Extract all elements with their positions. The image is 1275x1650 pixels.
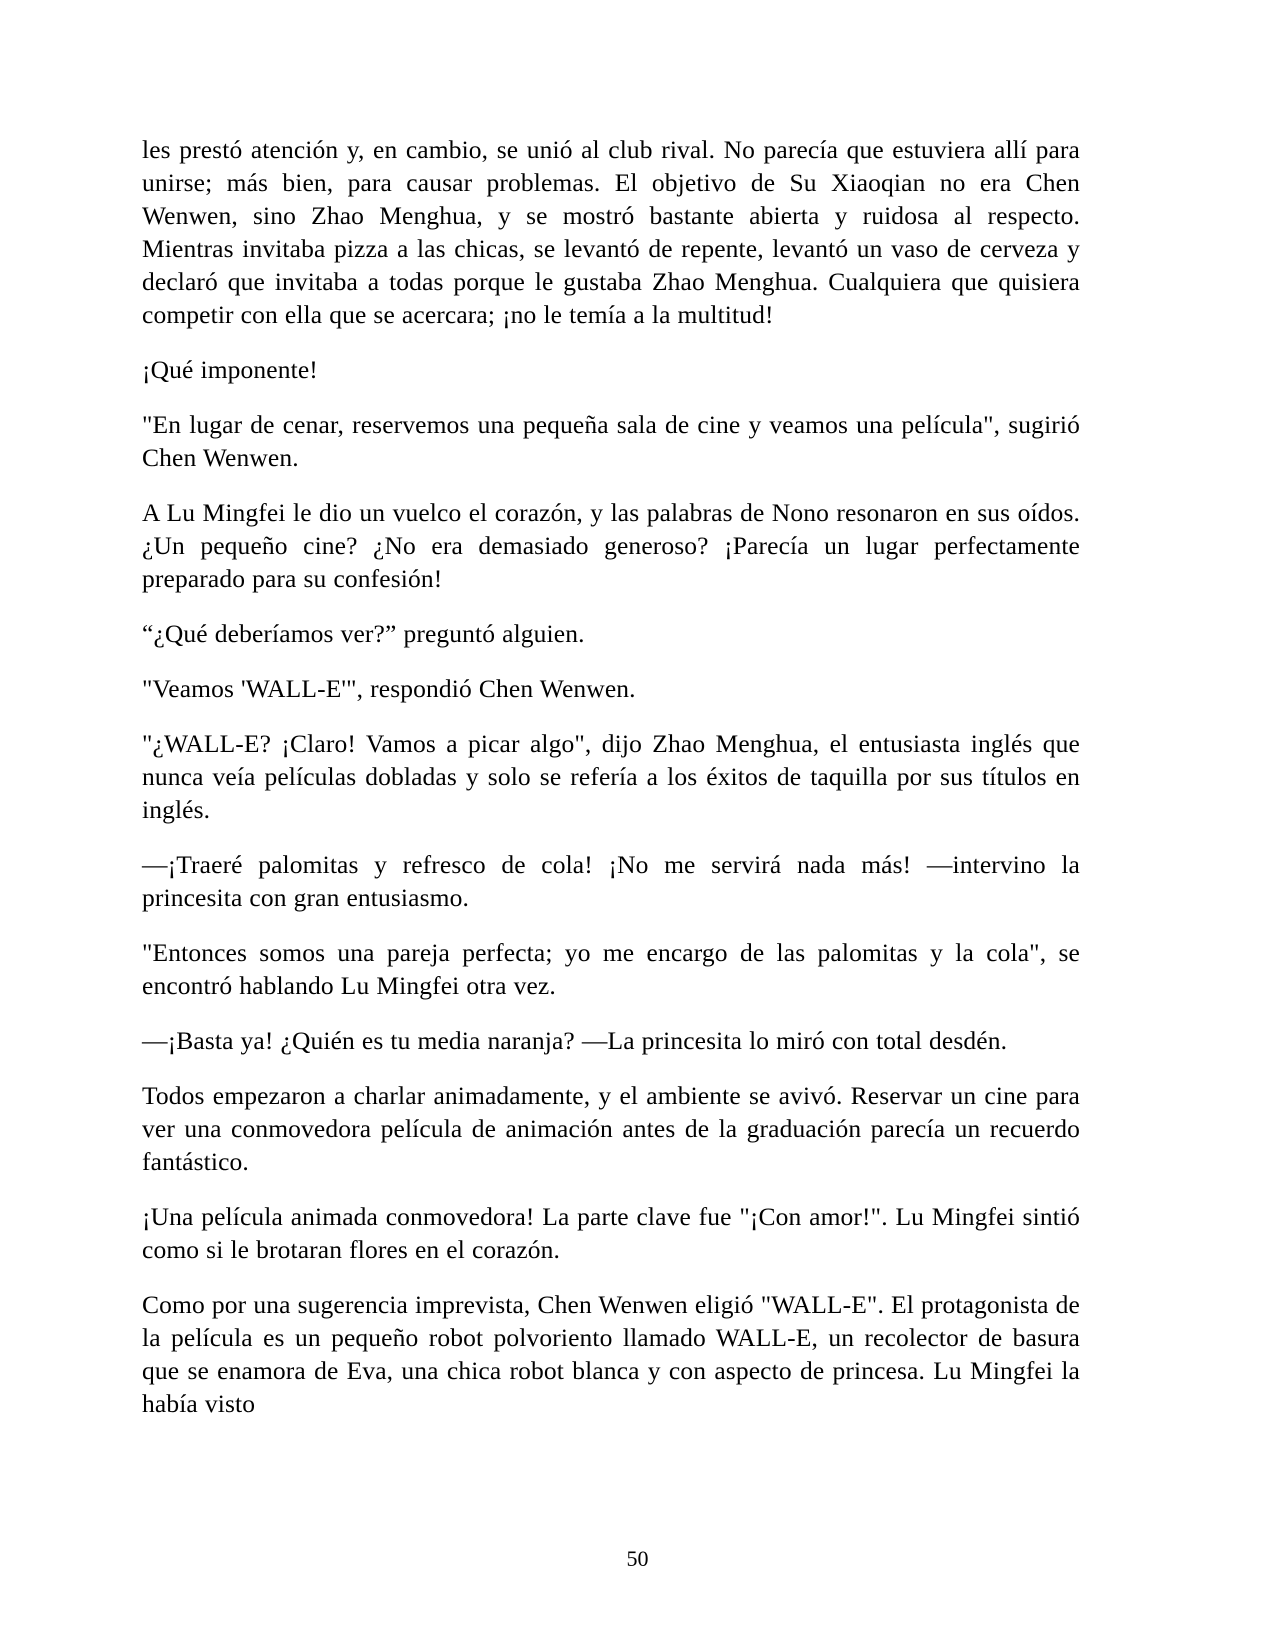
paragraph: ¡Qué imponente! [142, 355, 318, 384]
paragraph: "Veamos 'WALL-E'", respondió Chen Wenwen. [142, 674, 636, 703]
paragraph: "¿WALL-E? ¡Claro! Vamos a picar algo", dijo Zhao Menghua, el entusiasta inglés que nunca veía películas dobladas y solo se refería a los éxitos de taquilla por sus títulos en inglés. [142, 729, 1080, 824]
paragraph: Todos empezaron a charlar animadamente, y el ambiente se avivó. Reservar un cine para ver una conmovedora película de animación antes de la graduación parecía un recuerdo fantástico. [142, 1081, 1080, 1176]
paragraph: Como por una sugerencia imprevista, Chen Wenwen eligió "WALL-E". El protagonista de la película es un pequeño robot polvoriento llamado WALL-E, un recolector de basura que se enamora de Eva, una chica robot blanca y con aspecto de princesa. Lu Mingfei la había visto [142, 1290, 1080, 1418]
paragraph: “¿Qué deberíamos ver?” preguntó alguien. [142, 619, 585, 648]
page-body-text [142, 133, 1080, 1420]
paragraph: "Entonces somos una pareja perfecta; yo me encargo de las palomitas y la cola", se encontró hablando Lu Mingfei otra vez. [142, 938, 1080, 1000]
paragraph: les prestó atención y, en cambio, se unió al club rival. No parecía que estuviera allí para unirse; más bien, para causar problemas. El objetivo de Su Xiaoqian no era Chen Wenwen, sino Zhao Menghua, y se mostró bastante abierta y ruidosa al respecto. Mientras invitaba pizza a las chicas, se levantó de repente, levantó un vaso de cerveza y declaró que invitaba a todas porque le gustaba Zhao Menghua. Cualquiera que quisiera competir con ella que se acercara; ¡no le temía a la multitud! [142, 135, 1080, 329]
paragraph: —¡Traeré palomitas y refresco de cola! ¡No me servirá nada más! —intervino la princesita con gran entusiasmo. [142, 850, 1080, 912]
page-number: 50 [626, 1546, 649, 1571]
paragraph: ¡Una película animada conmovedora! La parte clave fue "¡Con amor!". Lu Mingfei sintió como si le brotaran flores en el corazón. [142, 1202, 1080, 1264]
paragraph: A Lu Mingfei le dio un vuelco el corazón, y las palabras de Nono resonaron en sus oídos. ¿Un pequeño cine? ¿No era demasiado generoso? ¡Parecía un lugar perfectamente preparado para su confesión! [142, 498, 1080, 593]
paragraph: —¡Basta ya! ¿Quién es tu media naranja? —La princesita lo miró con total desdén. [142, 1026, 1008, 1055]
paragraph: "En lugar de cenar, reservemos una pequeña sala de cine y veamos una película", sugirió Chen Wenwen. [142, 410, 1080, 472]
